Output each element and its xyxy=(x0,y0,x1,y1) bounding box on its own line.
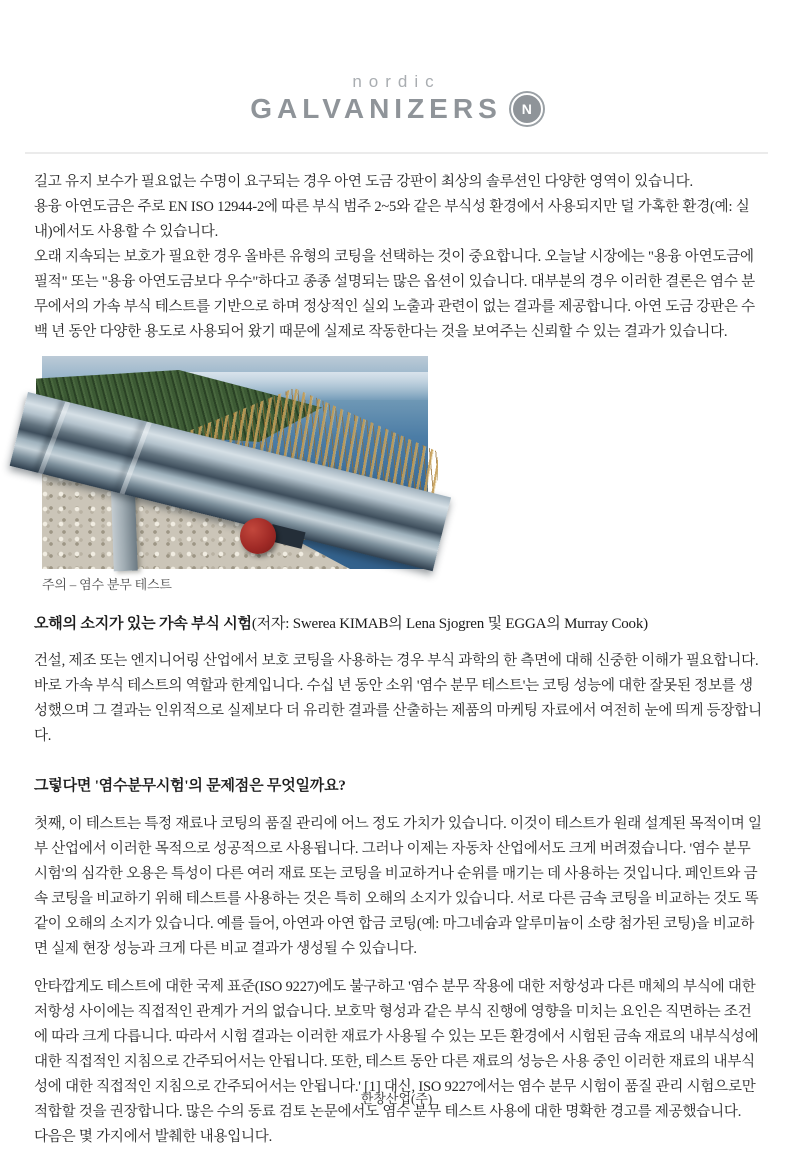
photo-caption: 주의 – 염수 분무 테스트 xyxy=(42,577,172,592)
logo-top-text: nordic xyxy=(352,72,441,91)
logo-main-text: GALVANIZERS xyxy=(250,93,502,124)
body-paragraph-1: 첫째, 이 테스트는 특정 재료나 코팅의 품질 관리에 어느 정도 가치가 있습니다. 이것이 테스트가 원래 설계된 목적이며 일부 산업에서 이러한 목적으로 성공적으로 사용됩니다. 그러나 이제는 자동차 산업에서도 크게 버려졌습니다. '염수 분무 시험'의 심각한 오용은 특성이 다른 여러 재료 또는 코팅을 비교하거나 순위를 매기는 데 사용하는 것입니다. 페인트와 금속 코팅을 비교하기 위해 테스트를 사용하는 것은 특히 오해의 소지가 있습니다. 서로 다른 금속 코팅을 비교하는 것도 똑같이 오해의 소지가 있습니다. 예를 들어, 아연과 아연 합금 코팅(예: 마그네슘과 알루미늄이 소량 첨가된 코팅)을 비교하면 실제 현장 성능과 크게 다른 비교 결과가 생성될 수 있습니다. xyxy=(34,816,762,957)
question-heading: 그렇다면 '염수분무시험'의 문제점은 무엇일까요? xyxy=(34,778,346,794)
section-heading-author: (저자: Swerea KIMAB의 Lena Sjogren 및 EGGA의 Murray Cook) xyxy=(251,616,648,632)
body-paragraph-2: 안타깝게도 테스트에 대한 국제 표준(ISO 9227)에도 불구하고 '염수 분무 작용에 대한 저항성과 다른 매체의 부식에 대한 저항성 사이에는 직접적인 관계가 거의 없습니다. 보호막 형성과 같은 부식 진행에 영향을 미치는 요인은 직면하는 조건에 따라 크게 다릅니다. 따라서 시험 결과는 이러한 재료가 사용될 수 있는 모든 환경에서 시험된 금속 재료의 내부식성에 대한 직접적인 지침으로 간주되어서는 안됩니다. 또한, 테스트 동안 다른 재료의 성능은 사용 중인 이러한 재료의 내부식성에 대한 직접적인 지침으로 간주되어서는 안됩니다.' [1] 대신, ISO 9227에서는 염수 분무 시험이 품질 관리 시험으로만 적합할 것을 권장합니다. 많은 수의 동료 검토 논문에서도 염수 분무 테스트 사용에 대한 명확한 경고를 제공했습니다. xyxy=(34,979,759,1120)
body-paragraph-3: 다음은 몇 가지에서 발췌한 내용입니다. xyxy=(34,1129,273,1145)
reflector-icon xyxy=(240,518,276,554)
article-body xyxy=(0,154,793,1150)
intro-paragraph-3: 오래 지속되는 보호가 필요한 경우 올바른 유형의 코팅을 선택하는 것이 중요합니다. 오늘날 시장에는 "용융 아연도금에 필적" 또는 "용융 아연도금보다 우수"하다고 종종 설명되는 많은 옵션이 있습니다. 대부분의 경우 이러한 결론은 염수 분무에서의 가속 부식 테스트를 기반으로 하며 정상적인 실외 노출과 관련이 없는 결과를 제공합니다. 아연 도금 강판은 수백 년 동안 다양한 용도로 사용되어 왔기 때문에 실제로 작동한다는 것을 보여주는 신뢰할 수 있는 결과가 있습니다. xyxy=(34,249,755,340)
guardrail-coast-photo xyxy=(42,356,428,569)
intro-paragraph-1: 길고 유지 보수가 필요없는 수명이 요구되는 경우 아연 도금 강판이 최상의 솔루션인 다양한 영역이 있습니다. xyxy=(34,174,693,190)
figure-guardrail xyxy=(42,356,763,594)
section-heading xyxy=(34,614,763,635)
logo-main-row xyxy=(0,93,793,125)
footer-company-name: 한창산업(주) xyxy=(360,1091,433,1106)
section-intro-paragraph: 건설, 제조 또는 엔지니어링 산업에서 보호 코팅을 사용하는 경우 부식 과학의 한 측면에 대해 신중한 이해가 필요합니다. 바로 가속 부식 테스트의 역할과 한계입니다. 수십 년 동안 소위 '염수 분무 테스트'는 코팅 성능에 대한 잘못된 정보를 생성했으며 그 결과는 인위적으로 실제보다 더 유리한 결과를 산출하는 제품의 마케팅 자료에서 여전히 눈에 띄게 등장합니다. xyxy=(34,653,762,744)
section-heading-bold: 오해의 소지가 있는 가속 부식 시험 xyxy=(34,616,252,632)
intro-paragraph-2: 용융 아연도금은 주로 EN ISO 12944-2에 따른 부식 범주 2~5와 같은 부식성 환경에서 사용되지만 덜 가혹한 환경(예: 실내)에서도 사용할 수 있습니다. xyxy=(34,199,750,240)
nordic-galvanizers-badge-icon: N xyxy=(511,93,543,125)
logo xyxy=(0,0,793,125)
